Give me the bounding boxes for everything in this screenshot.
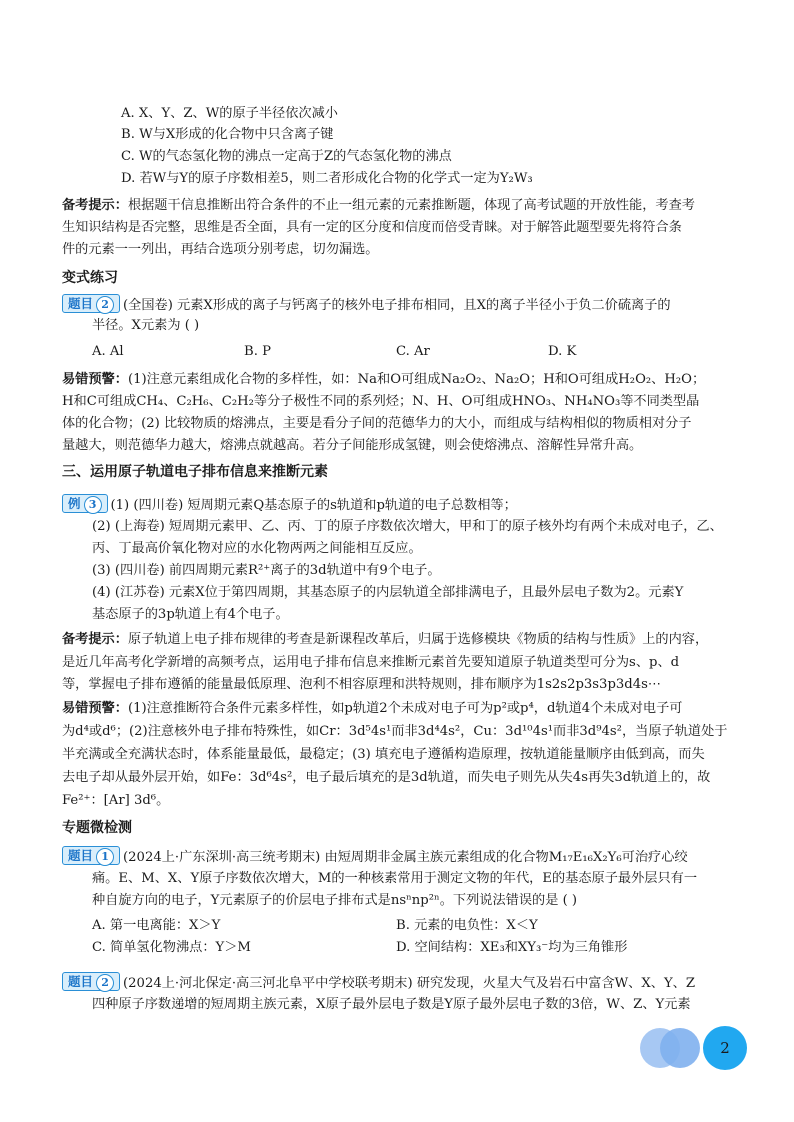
option-b: B. 元素的电负性：X＜Y bbox=[396, 918, 538, 933]
paragraph-line: (2) (上海卷) 短周期元素甲、乙、丙、丁的原子序数依次增大，甲和丁的原子核外均有两个未成对电子，乙、 bbox=[92, 519, 723, 534]
paragraph-line: 量越大，则范德华力越大，熔沸点就越高。若分子间能形成氢键，则会使熔沸点、溶解性异常升高。 bbox=[62, 438, 643, 453]
exam-tip-label: 备考提示： bbox=[62, 632, 128, 647]
option-a: A. X、Y、Z、W的原子半径依次减小 bbox=[121, 106, 338, 121]
option-d: D. 若W与Y的原子序数相差5，则二者形成化合物的化学式一定为Y₂W₃ bbox=[121, 171, 533, 186]
section-heading-variant: 变式练习 bbox=[62, 270, 118, 286]
page-number: 2 bbox=[703, 1026, 747, 1070]
section-heading: 三、运用原子轨道电子排布信息来推断元素 bbox=[62, 464, 328, 480]
option-d: D. 空间结构：XE₃和XY₃⁻均为三角锥形 bbox=[396, 940, 628, 955]
paragraph-line: 是近几年高考化学新增的高频考点，运用电子排布信息来推断元素首先要知道原子轨道类型可分为s、p、d bbox=[62, 655, 680, 670]
exam-tip-label: 备考提示： bbox=[62, 198, 128, 213]
paragraph-line: 生知识结构是否完整，思维是否全面，具有一定的区分度和信度而倍受青睐。对于解答此题型要先将符合条 bbox=[62, 220, 682, 235]
option-b: B. P bbox=[244, 344, 271, 359]
paragraph-line: 丙、丁最高价氧化物对应的水化物两两之间能相互反应。 bbox=[92, 541, 422, 556]
exam-tip-paragraph: 备考提示：原子轨道上电子排布规律的考查是新课程改革后，归属于选修模块《物质的结构与性质》上的内容， bbox=[62, 632, 709, 647]
exam-tip-paragraph: 备考提示：根据题干信息推断出符合条件的不止一组元素的元素推断题，体现了高考试题的开放性能，考查考 bbox=[62, 198, 695, 213]
question-label: 题目 2 bbox=[62, 972, 120, 991]
option-c: C. Ar bbox=[396, 344, 430, 359]
question-number-badge: 2 bbox=[96, 974, 114, 992]
warning-label: 易错预警： bbox=[62, 701, 128, 716]
paragraph-line: (4) (江苏卷) 元素X位于第四周期，其基态原子的内层轨道全部排满电子，且最外层电子数为2。元素Y bbox=[92, 585, 684, 600]
paragraph-line: 种自旋方向的电子，Y元素原子的价层电子排布式是nsⁿnp²ⁿ。下列说法错误的是 ( ) bbox=[92, 893, 578, 908]
question-2-stem: 题目 2 (2024上·河北保定·高三河北阜平中学校联考期末) 研究发现，火星大气及岩石中富含W、X、Y、Z bbox=[62, 972, 695, 994]
paragraph-line: H和C可组成CH₄、C₂H₆、C₂H₂等分子极性不同的系列烃；N、H、O可组成HNO₃、NH₄NO₃等不同类型晶 bbox=[62, 394, 700, 409]
option-a: A. Al bbox=[92, 344, 124, 359]
question-1-stem: 题目 1 (2024上·广东深圳·高三统考期末) 由短周期非金属主族元素组成的化合物M₁₇E₁₆X₂Y₆可治疗心绞 bbox=[62, 846, 688, 868]
question-label: 题目 1 bbox=[62, 846, 120, 865]
paragraph-line: 半充满或全充满状态时，体系能量最低，最稳定；(3) 填充电子遵循构造原理，按轨道能量顺序由低到高，而失 bbox=[62, 747, 705, 762]
paragraph-line: 痛。E、M、X、Y原子序数依次增大，M的一种核素常用于测定文物的年代，E的基态原子最外层只有一 bbox=[92, 871, 698, 886]
question-2-stem: 题目 2 (全国卷) 元素X形成的离子与钙离子的核外电子排布相同，且X的离子半径小于负二价硫离子的 bbox=[62, 294, 671, 316]
paragraph-line: 为d⁴或d⁶；(2)注意核外电子排布特殊性，如Cr：3d⁵4s¹而非3d⁴4s²，Cu：3d¹⁰4s¹而非3d⁹4s²，当原子轨道处于 bbox=[62, 724, 728, 739]
warning-label: 易错预警： bbox=[62, 372, 128, 387]
paragraph-line: Fe²⁺：[Ar] 3d⁶。 bbox=[62, 793, 170, 808]
paragraph-line: 去电子却从最外层开始，如Fe：3d⁶4s²，电子最后填充的是3d轨道，而失电子则先从失4s再失3d轨道上的，故 bbox=[62, 770, 711, 785]
question-label: 题目 2 bbox=[62, 294, 120, 313]
paragraph-line: 基态原子的3p轨道上有4个电子。 bbox=[92, 607, 289, 622]
example-label: 例 3 bbox=[62, 494, 108, 513]
option-c: C. 简单氢化物沸点：Y＞M bbox=[92, 940, 251, 955]
example-3-stem: 例 3 (1) (四川卷) 短周期元素Q基态原子的s轨道和p轨道的电子总数相等； bbox=[62, 494, 517, 516]
question-number-badge: 2 bbox=[96, 296, 114, 314]
option-c: C. W的气态氢化物的沸点一定高于Z的气态氢化物的沸点 bbox=[121, 149, 452, 164]
paragraph-line: 等，掌握电子排布遵循的能量最低原理、泡利不相容原理和洪特规则，排布顺序为1s2s2p3s3p3d4s⋯ bbox=[62, 677, 662, 692]
option-b: B. W与X形成的化合物中只含离子键 bbox=[121, 127, 334, 142]
paragraph-line: 四种原子序数递增的短周期主族元素，X原子最外层电子数是Y原子最外层电子数的3倍，W、Z、Y元素 bbox=[92, 997, 691, 1012]
option-a: A. 第一电离能：X＞Y bbox=[92, 918, 221, 933]
paragraph-line: 件的元素一一列出，再结合选项分别考虑，切勿漏选。 bbox=[62, 242, 379, 257]
paragraph-line: 半径。X元素为 ( ) bbox=[92, 318, 200, 333]
example-number-badge: 3 bbox=[84, 496, 102, 514]
paragraph-line: (3) (四川卷) 前四周期元素R²⁺离子的3d轨道中有9个电子。 bbox=[92, 563, 441, 578]
section-heading-quiz: 专题微检测 bbox=[62, 820, 132, 836]
question-number-badge: 1 bbox=[96, 848, 114, 866]
warning-paragraph: 易错预警：(1)注意推断符合条件元素多样性，如p轨道2个未成对电子可为p²或p⁴，d轨道4个未成对电子可 bbox=[62, 701, 683, 716]
warning-paragraph: 易错预警：(1)注意元素组成化合物的多样性，如：Na和O可组成Na₂O₂、Na₂O；H和O可组成H₂O₂、H₂O； bbox=[62, 372, 706, 387]
option-d: D. K bbox=[548, 344, 577, 359]
paragraph-line: 体的化合物；(2) 比较物质的熔沸点，主要是看分子间的范德华力的大小，而组成与结构相似的物质相对分子 bbox=[62, 416, 692, 431]
page-decoration-circle bbox=[660, 1028, 700, 1068]
